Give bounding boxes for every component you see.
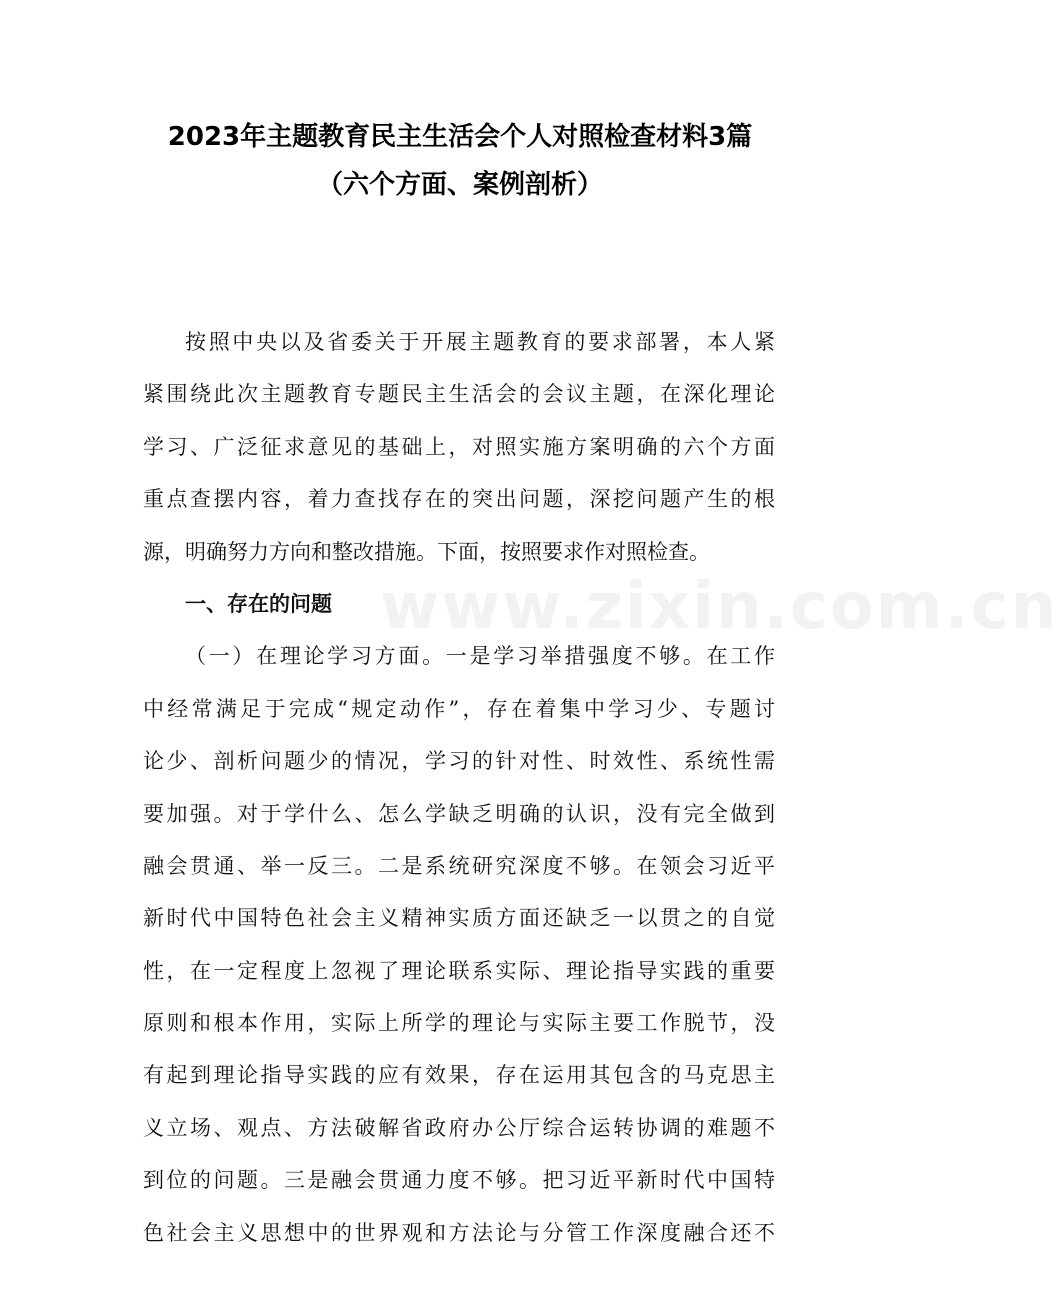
intro-line: 源，明确努力方向和整改措施。下面，按照要求作对照检查。 xyxy=(143,539,710,564)
section-line: 到位的问题。三是融会贯通力度不够。把习近平新时代中国特 xyxy=(143,1168,775,1193)
section-line: 义立场、观点、方法破解省政府办公厅综合运转协调的难题不 xyxy=(143,1115,775,1140)
document-title-line-1: 2023年主题教育民主生活会个人对照检查材料3篇 xyxy=(167,122,753,152)
section-line: 原则和根本作用，实际上所学的理论与实际主要工作脱节，没 xyxy=(143,1011,775,1036)
section-line: 有起到理论指导实践的应有效果，存在运用其包含的马克思主 xyxy=(143,1063,775,1088)
intro-line: 按照中央以及省委关于开展主题教育的要求部署，本人紧 xyxy=(185,330,775,354)
section-heading: 一、存在的问题 xyxy=(185,591,332,616)
document-title-line-2: （六个方面、案例剖析） xyxy=(316,170,603,200)
section-line: 中经常满足于完成“规定动作”，存在着集中学习少、专题讨 xyxy=(143,696,775,721)
document-body xyxy=(143,316,775,1259)
section-line: 要加强。对于学什么、怎么学缺乏明确的认识，没有完全做到 xyxy=(143,801,775,826)
section-line: 性，在一定程度上忽视了理论联系实际、理论指导实践的重要 xyxy=(143,958,775,983)
section-line: 色社会主义思想中的世界观和方法论与分管工作深度融合还不 xyxy=(143,1220,775,1245)
watermark: www.zixin.com.cn xyxy=(380,570,1058,644)
section-line: （一）在理论学习方面。一是学习举措强度不够。在工作 xyxy=(185,644,775,669)
section-line: 论少、剖析问题少的情况，学习的针对性、时效性、系统性需 xyxy=(143,749,775,774)
section-line: 新时代中国特色社会主义精神实质方面还缺乏一以贯之的自觉 xyxy=(143,906,775,931)
intro-line: 紧围绕此次主题教育专题民主生活会的会议主题，在深化理论 xyxy=(143,382,775,407)
intro-line: 学习、广泛征求意见的基础上，对照实施方案明确的六个方面 xyxy=(143,434,775,459)
section-line: 融会贯通、举一反三。二是系统研究深度不够。在领会习近平 xyxy=(143,853,775,878)
intro-line: 重点查摆内容，着力查找存在的突出问题，深挖问题产生的根 xyxy=(143,487,775,512)
